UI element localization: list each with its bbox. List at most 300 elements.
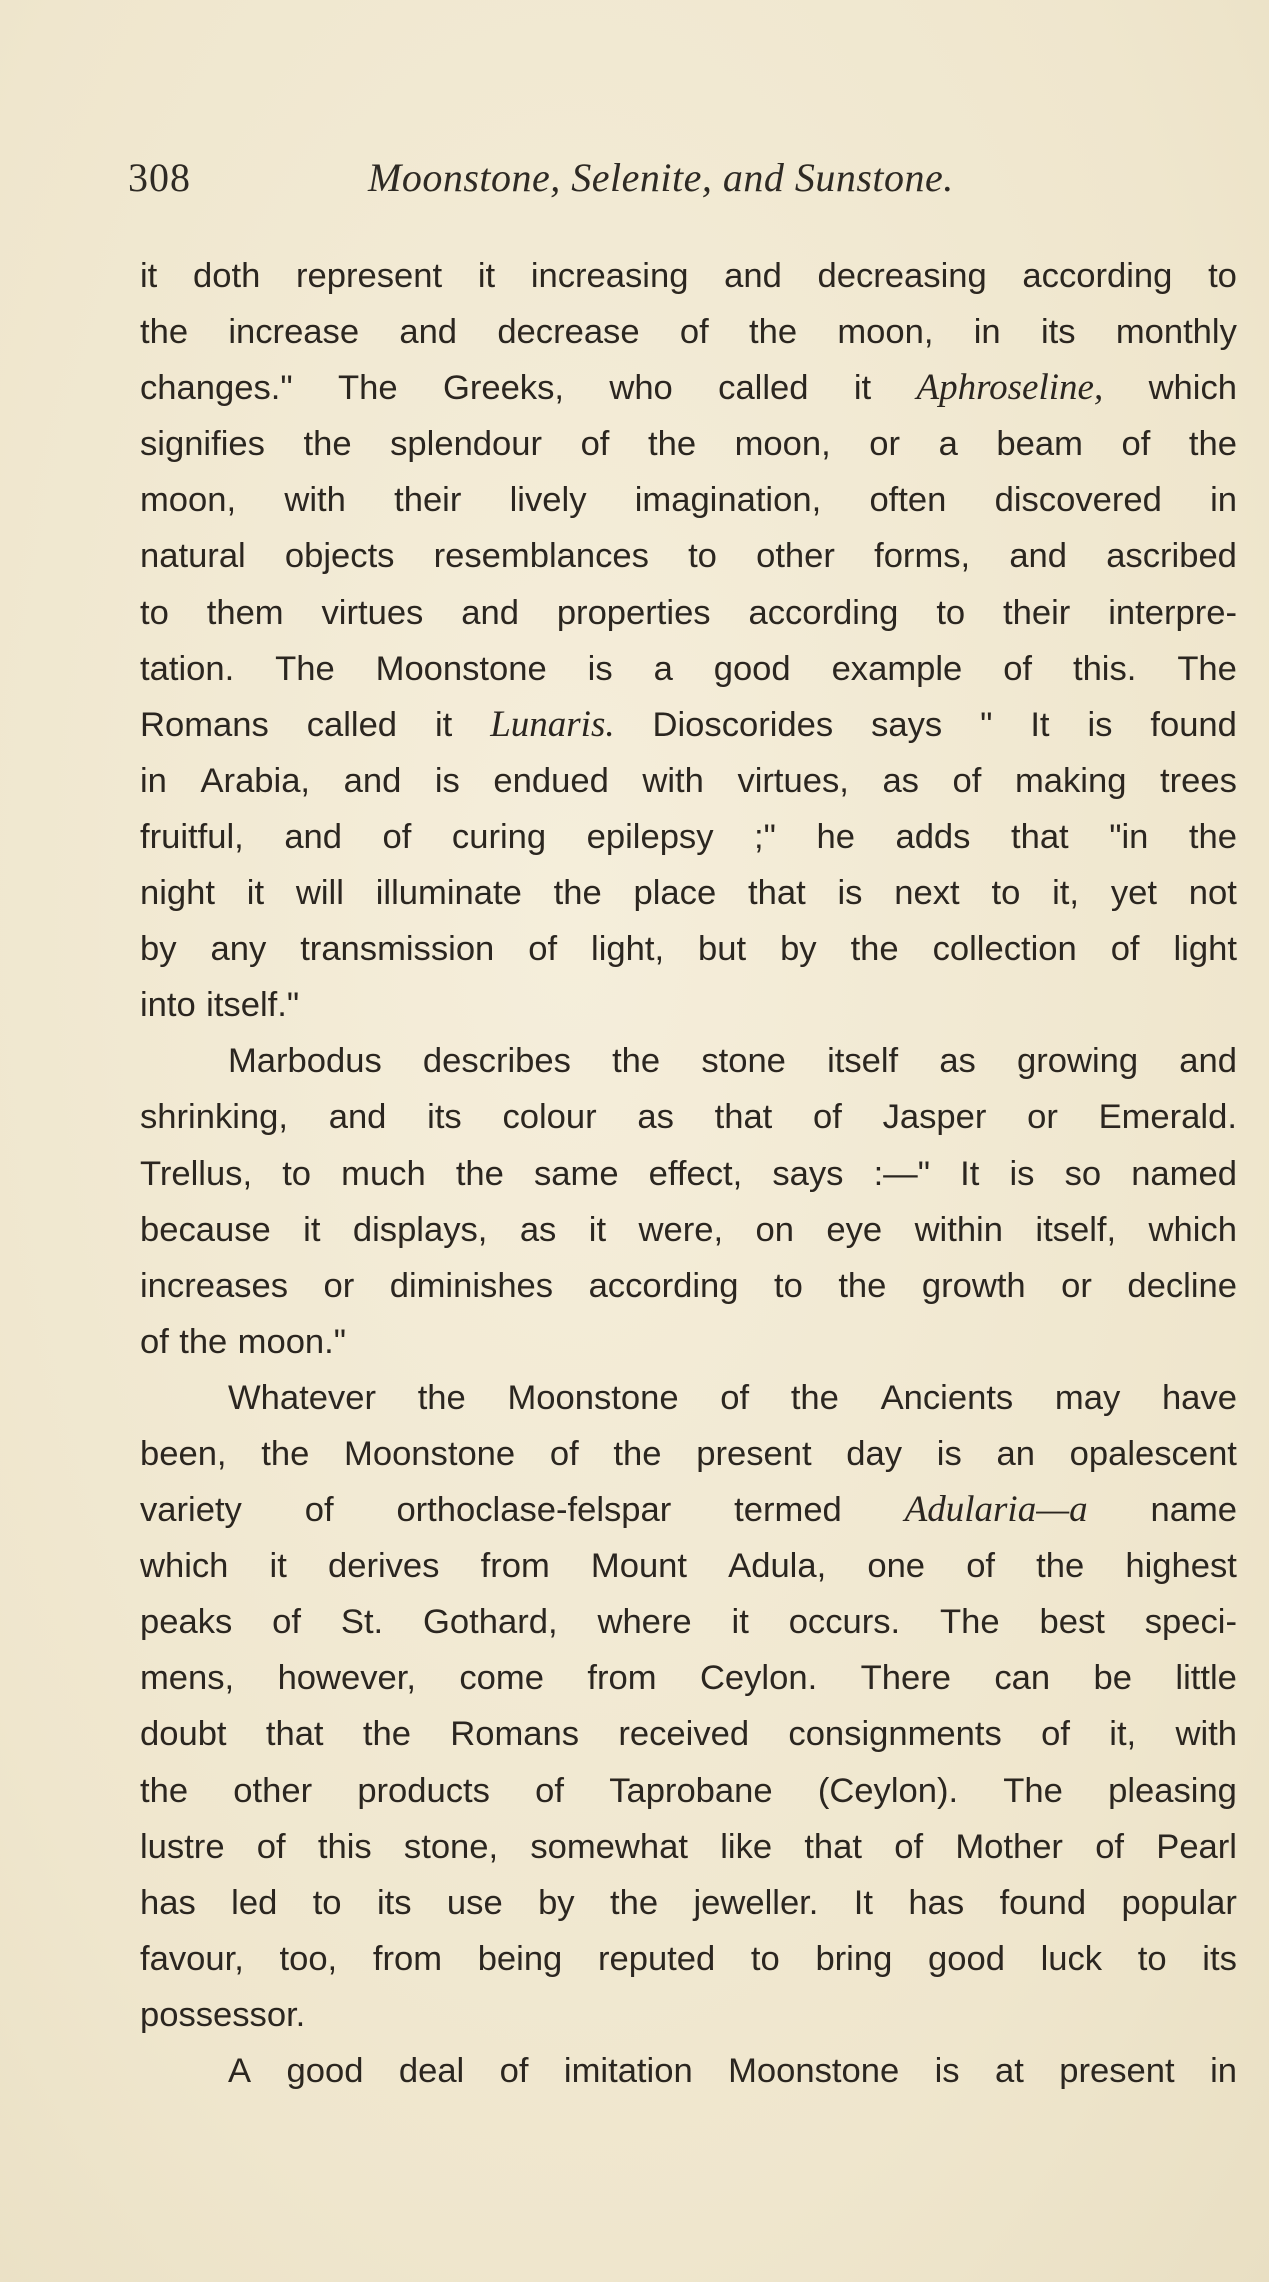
word: because: [140, 1210, 271, 1249]
word: named: [1131, 1154, 1237, 1193]
word: Jasper: [882, 1098, 987, 1137]
text-line: [140, 585, 1237, 641]
word: virtues,: [737, 761, 849, 800]
word: name: [1150, 1491, 1237, 1530]
word: night: [140, 874, 215, 913]
word: the: [610, 1883, 659, 1922]
word: of: [720, 1378, 750, 1417]
word: orthoclase-felspar: [396, 1491, 672, 1530]
word: signifies: [140, 425, 265, 464]
word: moon,: [734, 425, 831, 464]
text-line: [140, 248, 1237, 304]
word: it: [477, 257, 496, 295]
word: so: [1064, 1154, 1102, 1193]
word: often: [869, 481, 947, 520]
word: effect,: [648, 1154, 743, 1193]
text-line: [140, 1089, 1237, 1145]
text-line: [140, 528, 1237, 584]
running-title: Moonstone, Selenite, and Sunstone.: [368, 155, 954, 200]
word: present: [696, 1434, 812, 1473]
word: from: [372, 1939, 443, 1978]
text-line: [140, 865, 1237, 921]
word: the: [140, 1771, 189, 1810]
word: the: [647, 425, 697, 464]
word: is: [934, 2052, 960, 2090]
word: the: [1188, 425, 1237, 464]
word: can: [994, 1659, 1051, 1698]
word: or: [323, 1266, 355, 1305]
word: to: [140, 593, 169, 632]
word: highest: [1125, 1547, 1237, 1586]
word: ascribed: [1106, 537, 1237, 576]
word: that: [714, 1098, 773, 1137]
word: Trellus,: [140, 1154, 253, 1193]
word: it: [246, 874, 265, 913]
word: a: [653, 649, 673, 688]
word: any: [210, 930, 267, 969]
word: he: [816, 817, 855, 856]
word: is: [434, 761, 460, 800]
word: It: [960, 1154, 980, 1193]
word: Arabia,: [200, 761, 311, 800]
word: or: [869, 425, 901, 464]
word: from: [480, 1547, 550, 1586]
word: the: [850, 930, 899, 969]
text-line: [140, 304, 1237, 360]
word: on: [755, 1210, 794, 1249]
word: of: [499, 2052, 529, 2090]
word: it: [140, 257, 158, 295]
word: received: [618, 1715, 750, 1754]
word: of: [272, 1603, 301, 1642]
word: has: [140, 1883, 196, 1922]
word: at: [995, 2052, 1024, 2090]
word: that: [1010, 817, 1069, 856]
word: products: [357, 1771, 490, 1810]
word: says: [871, 705, 943, 744]
word: its: [1202, 1939, 1237, 1978]
word: to: [1137, 1939, 1167, 1978]
word: "in: [1109, 817, 1149, 856]
word: The: [1003, 1771, 1063, 1810]
word: decreasing: [817, 257, 987, 295]
word: best: [1039, 1603, 1105, 1642]
word: use: [446, 1883, 503, 1922]
word: eye: [826, 1210, 883, 1249]
word: trees: [1159, 761, 1237, 800]
word: its: [427, 1098, 462, 1137]
word: or: [1061, 1266, 1092, 1305]
word: :—": [873, 1154, 931, 1193]
word: but: [698, 930, 747, 969]
word: that: [265, 1715, 324, 1754]
word: a: [938, 425, 958, 464]
word: their: [394, 481, 462, 520]
word: Moonstone: [344, 1434, 516, 1473]
word: Romans: [140, 705, 269, 744]
word: of: [580, 425, 610, 464]
word: one: [867, 1547, 926, 1586]
body-text: [140, 248, 1237, 2099]
word: Emerald.: [1098, 1098, 1237, 1137]
word: in: [973, 313, 1001, 352]
word: beam: [996, 425, 1083, 464]
word: Lunaris.: [490, 703, 615, 745]
word: and: [1009, 537, 1068, 576]
word: Gothard,: [423, 1603, 558, 1642]
word: bring: [815, 1939, 893, 1978]
word: says: [772, 1154, 844, 1193]
word: light,: [591, 930, 665, 969]
word: and: [284, 817, 343, 856]
word: Ceylon.: [699, 1659, 818, 1698]
word: within: [914, 1210, 1003, 1249]
word: shrinking,: [140, 1098, 288, 1137]
word: of: [535, 1771, 564, 1810]
word: of: [382, 817, 412, 856]
word: of: [1003, 649, 1033, 688]
text-line: [140, 472, 1237, 528]
word: A: [228, 2052, 252, 2090]
word: itself: [827, 1042, 899, 1081]
word: other: [756, 537, 835, 576]
word: light: [1173, 930, 1237, 969]
word: properties: [556, 593, 711, 632]
word: and: [1179, 1042, 1237, 1081]
word: it: [853, 369, 872, 408]
text-line: [140, 1819, 1237, 1875]
word: may: [1054, 1378, 1121, 1417]
word: same: [534, 1154, 619, 1193]
text-line: [140, 1146, 1237, 1202]
word: present: [1059, 2052, 1175, 2090]
running-head: [128, 148, 1138, 208]
word: itself,: [1035, 1210, 1117, 1249]
text-line: [140, 1987, 1237, 2043]
word: imagination,: [634, 481, 822, 520]
word: There: [860, 1659, 951, 1698]
word: of: [952, 761, 982, 800]
text-line: [140, 753, 1237, 809]
word: and: [399, 313, 458, 352]
word: the: [261, 1434, 310, 1473]
word: come: [459, 1659, 544, 1698]
word: of: [894, 1827, 924, 1866]
word: favour,: [140, 1939, 244, 1978]
word: peaks: [140, 1603, 233, 1642]
word: the: [553, 874, 602, 913]
word: The: [275, 649, 335, 688]
word: speci-: [1144, 1603, 1237, 1642]
word: it: [269, 1547, 287, 1586]
word: Greeks,: [442, 369, 564, 408]
word: forms,: [874, 537, 971, 576]
text-line: [140, 360, 1237, 416]
word: as: [939, 1042, 976, 1081]
page-number: 308: [128, 155, 191, 200]
word: Moonstone: [375, 649, 547, 688]
word: Dioscorides: [652, 705, 834, 744]
word: increase: [228, 313, 360, 352]
word: tation.: [140, 649, 235, 688]
word: it: [434, 705, 453, 744]
word: the: [140, 313, 189, 352]
word: monthly: [1115, 313, 1237, 352]
word: little: [1175, 1659, 1237, 1698]
word: growing: [1017, 1042, 1139, 1081]
word: derives: [327, 1547, 440, 1586]
word: The: [337, 369, 398, 408]
word: consignments: [788, 1715, 1002, 1754]
word: it,: [1109, 1715, 1137, 1754]
word: and: [724, 257, 782, 295]
word: adds: [895, 817, 971, 856]
word: represent: [296, 257, 443, 295]
word: day: [846, 1434, 903, 1473]
word: to: [936, 593, 966, 632]
word: the: [790, 1378, 839, 1417]
word: termed: [734, 1491, 842, 1530]
word: and: [343, 761, 402, 800]
word: of: [813, 1098, 842, 1137]
word: moon.": [237, 1322, 347, 1361]
word: the: [613, 1434, 662, 1473]
word: however,: [277, 1659, 416, 1698]
word: Adularia—a: [904, 1489, 1088, 1531]
text-line: [140, 697, 1237, 753]
word: Mount: [590, 1547, 688, 1586]
word: (Ceylon).: [817, 1771, 959, 1810]
word: as: [519, 1210, 557, 1249]
word: called: [718, 369, 809, 408]
word: where: [597, 1603, 692, 1642]
text-line: [140, 1370, 1237, 1426]
text-line: [140, 1033, 1237, 1089]
text-line: [140, 1258, 1237, 1314]
word: it,: [1052, 874, 1080, 913]
word: deal: [398, 2052, 465, 2090]
word: into: [140, 986, 196, 1025]
text-line: [140, 1426, 1237, 1482]
word: or: [1027, 1098, 1058, 1137]
word: popular: [1121, 1883, 1237, 1922]
text-line: [140, 416, 1237, 472]
word: resemblances: [433, 537, 649, 576]
word: its: [1040, 313, 1076, 352]
word: the: [838, 1266, 887, 1305]
word: discovered: [994, 481, 1162, 520]
word: virtues: [321, 593, 424, 632]
word: moon,: [837, 313, 934, 352]
word: is: [587, 649, 613, 688]
word: colour: [502, 1098, 597, 1137]
word: who: [609, 369, 673, 408]
word: changes.": [140, 369, 293, 408]
word: of: [140, 1322, 169, 1361]
word: in: [140, 761, 167, 800]
word: The: [940, 1603, 1000, 1642]
text-line: [140, 1650, 1237, 1706]
word: of: [549, 1434, 579, 1473]
word: be: [1093, 1659, 1132, 1698]
word: Moonstone: [728, 2052, 900, 2090]
word: has: [908, 1883, 965, 1922]
word: from: [587, 1659, 657, 1698]
word: Pearl: [1156, 1827, 1237, 1866]
word: decline: [1127, 1266, 1237, 1305]
word: stone,: [403, 1827, 499, 1866]
word: and: [328, 1098, 387, 1137]
word: the: [362, 1715, 411, 1754]
word: the: [417, 1378, 466, 1417]
word: by: [780, 930, 817, 969]
word: which: [140, 1547, 229, 1586]
word: found: [999, 1883, 1087, 1922]
word: Ancients: [880, 1378, 1014, 1417]
word: is: [837, 874, 863, 913]
word: it: [588, 1210, 607, 1249]
word: natural: [140, 537, 246, 576]
word: epilepsy: [586, 817, 714, 856]
word: occurs.: [788, 1603, 901, 1642]
word: been,: [140, 1434, 227, 1473]
word: It: [1030, 705, 1050, 744]
word: in: [1210, 481, 1237, 520]
word: found: [1150, 705, 1237, 744]
word: other: [233, 1771, 313, 1810]
word: transmission: [300, 930, 495, 969]
word: fruitful,: [140, 817, 244, 856]
word: Aphroseline,: [916, 367, 1104, 409]
word: have: [1161, 1378, 1237, 1417]
word: the: [455, 1154, 504, 1193]
word: with: [1175, 1715, 1237, 1754]
word: their: [1003, 593, 1071, 632]
word: ;": [754, 817, 776, 856]
text-line: [140, 977, 1237, 1033]
word: It: [853, 1883, 874, 1922]
word: growth: [921, 1266, 1026, 1305]
word: an: [996, 1434, 1035, 1473]
word: yet: [1110, 874, 1157, 913]
word: the: [1188, 817, 1237, 856]
text-line: [140, 641, 1237, 697]
word: ": [980, 705, 993, 744]
word: too,: [279, 1939, 338, 1978]
word: and: [461, 593, 519, 632]
word: of: [966, 1547, 996, 1586]
word: splendour: [390, 425, 543, 464]
word: the: [179, 1322, 228, 1361]
word: to: [312, 1883, 342, 1922]
word: led: [231, 1883, 278, 1922]
word: St.: [340, 1603, 384, 1642]
word: good: [713, 649, 791, 688]
word: of: [256, 1827, 286, 1866]
text-line: [140, 1706, 1237, 1762]
word: Adula,: [728, 1547, 827, 1586]
word: it: [303, 1210, 321, 1249]
word: according: [748, 593, 899, 632]
word: by: [140, 930, 177, 969]
word: making: [1014, 761, 1127, 800]
word: illuminate: [375, 874, 522, 913]
word: Taprobane: [609, 1771, 773, 1810]
word: to: [773, 1266, 803, 1305]
text-line: [140, 1202, 1237, 1258]
word: Whatever: [228, 1378, 376, 1417]
word: moon,: [140, 481, 237, 520]
word: The: [1177, 649, 1237, 688]
word: the: [612, 1042, 661, 1081]
word: increasing: [530, 257, 689, 295]
word: collection: [932, 930, 1077, 969]
word: increases: [140, 1266, 288, 1305]
word: of: [679, 313, 709, 352]
text-line: [140, 1314, 1237, 1370]
word: the: [1036, 1547, 1085, 1586]
word: of: [304, 1491, 334, 1530]
word: Moonstone: [507, 1378, 679, 1417]
word: doth: [193, 257, 261, 295]
word: stone: [701, 1042, 786, 1081]
word: as: [882, 761, 919, 800]
word: luck: [1040, 1939, 1103, 1978]
word: its: [376, 1883, 412, 1922]
word: imitation: [563, 2052, 693, 2090]
word: reputed: [597, 1939, 716, 1978]
word: much: [341, 1154, 426, 1193]
word: being: [477, 1939, 563, 1978]
word: next: [894, 874, 960, 913]
word: to: [1208, 257, 1237, 295]
text-line: [140, 2043, 1237, 2099]
word: with: [284, 481, 346, 520]
word: doubt: [140, 1715, 227, 1754]
word: is: [1087, 705, 1113, 744]
word: not: [1188, 874, 1237, 913]
word: as: [637, 1098, 674, 1137]
text-line: [140, 1538, 1237, 1594]
word: pleasing: [1108, 1771, 1237, 1810]
word: good: [928, 1939, 1005, 1978]
word: of: [528, 930, 558, 969]
word: good: [286, 2052, 364, 2090]
word: to: [750, 1939, 780, 1978]
text-line: [140, 1931, 1237, 1987]
word: objects: [284, 537, 395, 576]
word: the: [748, 313, 798, 352]
word: to: [688, 537, 717, 576]
word: like: [720, 1827, 773, 1866]
word: by: [538, 1883, 575, 1922]
word: of: [1121, 425, 1151, 464]
word: opalescent: [1069, 1434, 1237, 1473]
text-line: [140, 1594, 1237, 1650]
word: Marbodus: [228, 1042, 382, 1081]
word: decrease: [497, 313, 640, 352]
text-line: [140, 921, 1237, 977]
word: in: [1210, 2052, 1237, 2090]
word: somewhat: [530, 1827, 688, 1866]
word: is: [936, 1434, 962, 1473]
word: them: [206, 593, 284, 632]
word: Mother: [955, 1827, 1063, 1866]
word: jeweller.: [693, 1883, 819, 1922]
word: lustre: [140, 1827, 225, 1866]
text-line: [140, 1875, 1237, 1931]
word: called: [306, 705, 398, 744]
